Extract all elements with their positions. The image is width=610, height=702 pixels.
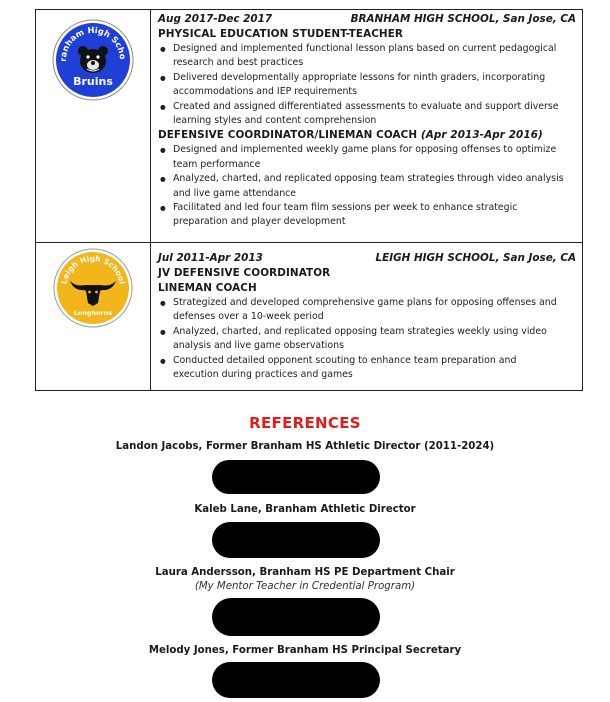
reference-name: Laura Andersson, Branham HS PE Department Chair xyxy=(155,567,455,578)
reference-note: (My Mentor Teacher in Credential Program) xyxy=(194,581,416,592)
references-heading: REFERENCES xyxy=(249,414,361,432)
reference-item xyxy=(0,566,610,594)
job-school: BRANHAM HIGH SCHOOL, San Jose, CA xyxy=(350,13,576,25)
references-section xyxy=(0,412,610,434)
branham-logo-top-text: ranham High Scho xyxy=(57,24,129,62)
job-role-title: DEFENSIVE COORDINATOR/LINEMAN COACH (Apr 2013-Apr 2016) xyxy=(158,129,543,142)
reference-name: Kaleb Lane, Branham Athletic Director xyxy=(194,504,416,515)
reference-item xyxy=(0,503,610,517)
bullet-list xyxy=(158,143,576,229)
bullet-item: ● Designed and implemented functional lesson plans based on current pedagogical research and best practices xyxy=(158,42,576,71)
job-role-title: LINEMAN COACH xyxy=(158,282,257,294)
redacted-contact xyxy=(212,460,380,494)
job-header xyxy=(158,251,576,266)
bullet-item: ● Analyzed, charted, and replicated opposing team strategies weekly using video analysis and live game observations xyxy=(158,325,576,354)
bullet-list xyxy=(158,42,576,128)
logo-cell xyxy=(36,10,151,243)
job-dates: Jul 2011-Apr 2013 xyxy=(158,252,263,264)
bullet-item: ● Delivered developmentally appropriate lessons for ninth graders, incorporating accommodations and IEP requirements xyxy=(158,71,576,100)
leigh-logo-bottom-text: Longhorns xyxy=(73,309,113,317)
reference-name: Landon Jacobs, Former Branham HS Athletic Director (2011-2024) xyxy=(115,441,495,452)
job-dates: Aug 2017-Dec 2017 xyxy=(158,13,273,25)
reference-item xyxy=(0,644,610,658)
branham-logo xyxy=(51,18,135,102)
bullet-item: ● Strategized and developed comprehensive game plans for opposing offenses and defenses over a 10-week period xyxy=(158,296,576,325)
leigh-logo-top-text: Leigh High School xyxy=(59,253,127,285)
job-role-title: PHYSICAL EDUCATION STUDENT-TEACHER xyxy=(158,28,404,40)
redacted-contact xyxy=(212,522,380,558)
job-header xyxy=(158,12,576,27)
experience-row-leigh xyxy=(36,243,583,391)
redacted-contact xyxy=(212,662,380,698)
job-role-title: JV DEFENSIVE COORDINATOR xyxy=(158,267,331,279)
experience-table xyxy=(35,9,583,391)
reference-item xyxy=(0,440,610,454)
bullet-item: ● Facilitated and led four team film sessions per week to enhance strategic preparation and player development xyxy=(158,201,576,230)
reference-name: Melody Jones, Former Branham HS Principal Secretary xyxy=(148,645,462,656)
bullet-item: ● Designed and implemented weekly game plans for opposing offenses to optimize team performance xyxy=(158,143,576,172)
redacted-contact xyxy=(212,598,380,636)
experience-row-branham xyxy=(36,10,583,243)
bullet-item: ● Analyzed, charted, and replicated opposing team strategies through video analysis and live game attendance xyxy=(158,172,576,201)
job-school: LEIGH HIGH SCHOOL, San Jose, CA xyxy=(375,252,576,264)
experience-text-leigh xyxy=(151,243,583,391)
leigh-logo xyxy=(52,247,134,329)
bullet-item: ● Created and assigned differentiated assessments to evaluate and support diverse learning styles and content comprehension xyxy=(158,100,576,129)
experience-text-branham xyxy=(151,10,583,243)
bullet-list xyxy=(158,296,576,382)
logo-cell xyxy=(36,243,151,391)
bullet-item: ● Conducted detailed opponent scouting to enhance team preparation and execution during practices and games xyxy=(158,354,576,383)
branham-logo-bottom-text: Bruins xyxy=(73,75,113,88)
